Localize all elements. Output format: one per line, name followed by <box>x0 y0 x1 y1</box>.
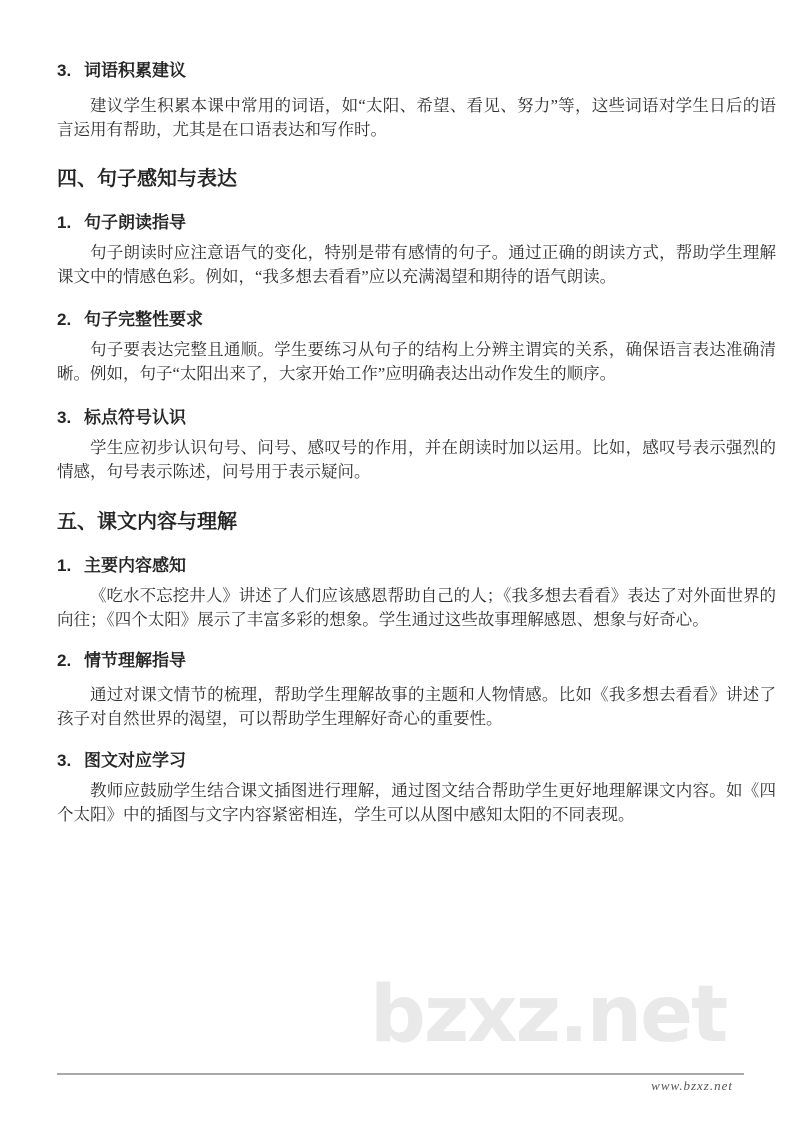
heading-number: 2. <box>57 651 72 670</box>
heading-number: 3. <box>57 408 72 427</box>
heading-title: 句子朗读指导 <box>84 213 186 232</box>
heading-number: 1. <box>57 213 72 232</box>
heading-title: 图文对应学习 <box>84 751 186 770</box>
heading-title: 句子完整性要求 <box>84 310 203 329</box>
numbered-heading-picture-text <box>57 750 776 772</box>
heading-title: 标点符号认识 <box>84 408 186 427</box>
paragraph-plot-understanding: 通过对课文情节的梳理，帮助学生理解故事的主题和人物情感。比如《我多想去看看》讲述了孩子对自然世界的渴望，可以帮助学生理解好奇心的重要性。 <box>57 685 776 728</box>
heading-title: 主要内容感知 <box>84 556 186 575</box>
paragraph-main-content: 《吃水不忘挖井人》讲述了人们应该感恩帮助自己的人；《我多想去看看》表达了对外面世界的向往；《四个太阳》展示了丰富多彩的想象。学生通过这些故事理解感恩、想象与好奇心。 <box>57 586 776 629</box>
section-heading-text-comprehension: 五、课文内容与理解 <box>57 511 237 533</box>
paragraph-sentence-reading: 句子朗读时应注意语气的变化，特别是带有感情的句子。通过正确的朗读方式，帮助学生理解课文中的情感色彩。例如，“我多想去看看”应以充满渴望和期待的语气朗读。 <box>57 243 776 286</box>
heading-title: 词语积累建议 <box>84 61 186 80</box>
numbered-heading-main-content <box>57 555 776 577</box>
numbered-heading-sentence-completeness <box>57 309 776 331</box>
paragraph-punctuation: 学生应初步认识句号、问号、感叹号的作用，并在朗读时加以运用。比如，感叹号表示强烈的情感，句号表示陈述，问号用于表示疑问。 <box>57 438 776 481</box>
numbered-heading-punctuation <box>57 407 776 429</box>
heading-title: 情节理解指导 <box>84 651 186 670</box>
footer-site-url: www.bzxz.net <box>651 1078 733 1093</box>
numbered-heading-word-accumulation <box>57 60 776 82</box>
paragraph-word-accumulation: 建议学生积累本课中常用的词语，如“太阳、希望、看见、努力”等，这些词语对学生日后的语言运用有帮助，尤其是在口语表达和写作时。 <box>57 96 776 139</box>
footer-divider <box>57 1073 744 1075</box>
heading-number: 2. <box>57 310 72 329</box>
heading-number: 3. <box>57 751 72 770</box>
paragraph-picture-text: 教师应鼓励学生结合课文插图进行理解，通过图文结合帮助学生更好地理解课文内容。如《四个太阳》中的插图与文字内容紧密相连，学生可以从图中感知太阳的不同表现。 <box>57 781 776 824</box>
section-heading-sentence-perception: 四、句子感知与表达 <box>57 168 237 190</box>
heading-number: 3. <box>57 61 72 80</box>
numbered-heading-plot-understanding <box>57 650 776 672</box>
paragraph-sentence-completeness: 句子要表达完整且通顺。学生要练习从句子的结构上分辨主谓宾的关系，确保语言表达准确清晰。例如，句子“太阳出来了，大家开始工作”应明确表达出动作发生的顺序。 <box>57 340 776 383</box>
heading-number: 1. <box>57 556 72 575</box>
site-watermark: bzxz.net <box>370 970 727 1060</box>
numbered-heading-sentence-reading <box>57 212 776 234</box>
